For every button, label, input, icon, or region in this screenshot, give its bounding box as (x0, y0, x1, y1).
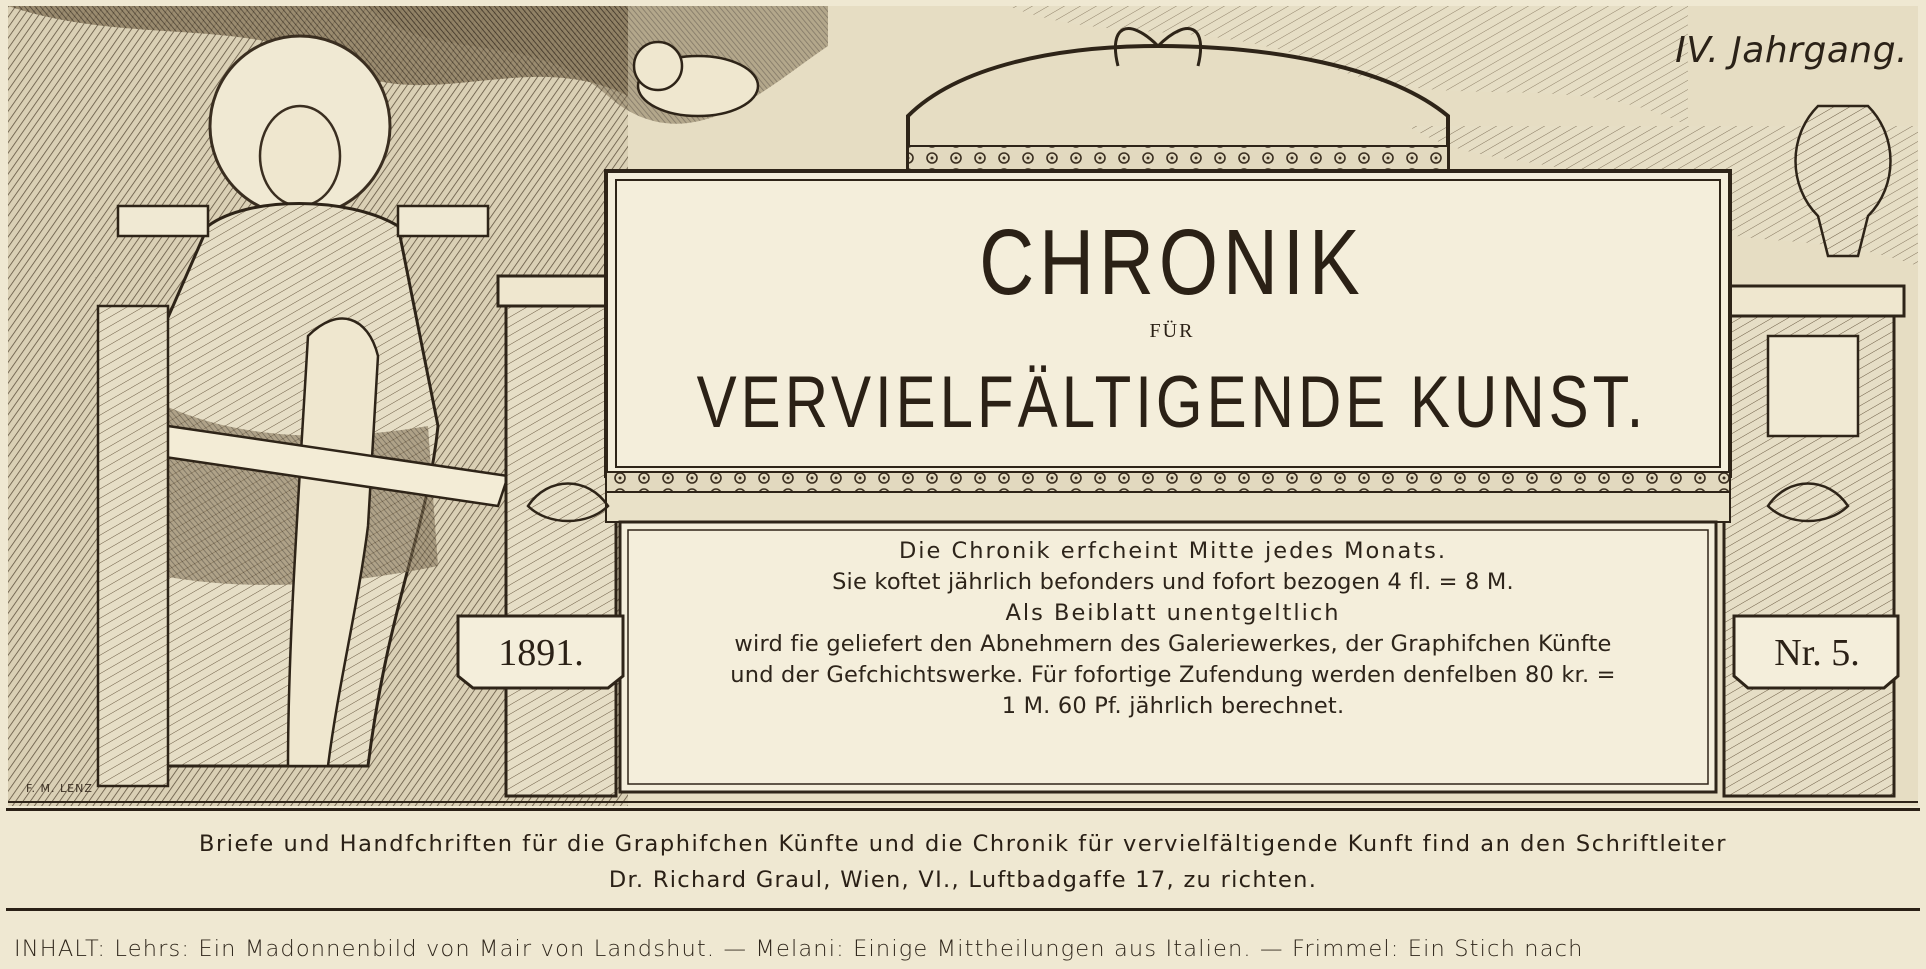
masthead (8, 6, 1918, 806)
notice-line: Briefe und Handfchriften für die Graphifchen Künfte und die Chronik für vervielfältigende Kunft find an den Schriftleiter (198, 831, 1728, 857)
divider-rule (6, 908, 1920, 911)
info-line: Sie koftet jährlich befonders und fofort bezogen 4 fl. = 8 M. (832, 569, 1514, 595)
masthead-subtitle: VERVIELFÄLTIGENDE KUNST. (696, 361, 1648, 443)
info-line: und der Gefchichtswerke. Für fofortige Zufendung werden denfelben 80 kr. = (730, 662, 1616, 688)
divider-rule (6, 808, 1920, 811)
volume-label: IV. Jahrgang. (1675, 30, 1908, 71)
info-line: 1 M. 60 Pf. jährlich berechnet. (1001, 693, 1345, 719)
table-of-contents: INHALT: Lehrs: Ein Madonnenbild von Mair von Landshut. — Melani: Einige Mittheilungen aus Italien. — Frimmel: Ein Stich nach (14, 936, 1584, 962)
publication-info (628, 536, 1718, 786)
year-label: 1891. (498, 632, 584, 674)
masthead-title-connector: FÜR (1149, 320, 1195, 342)
info-line: wird fie geliefert den Abnehmern des Galeriewerkes, der Graphifchen Künfte (734, 631, 1612, 657)
title-panel (614, 176, 1730, 476)
notice-line: Dr. Richard Graul, Wien, VI., Luftbadgaffe 17, zu richten. (608, 867, 1318, 893)
editorial-notice (6, 826, 1920, 898)
masthead-title: CHRONIK (979, 211, 1365, 315)
info-line: Als Beiblatt unentgeltlich (1005, 600, 1341, 626)
info-line: Die Chronik erfcheint Mitte jedes Monats. (898, 538, 1448, 564)
artist-signature: F. M. LENZ (26, 782, 93, 795)
issue-number: Nr. 5. (1774, 632, 1860, 674)
